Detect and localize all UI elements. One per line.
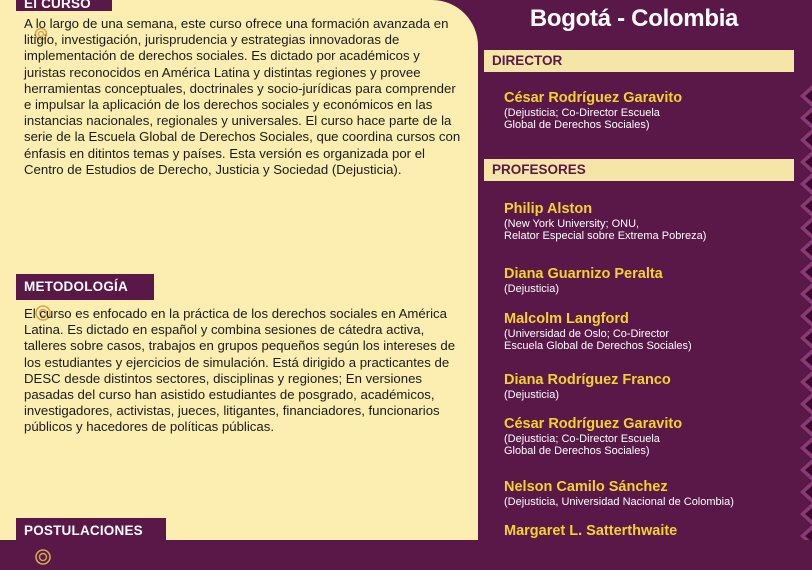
person-affiliation: (New York University; ONU, Relator Especial sobre Extrema Pobreza) [504,218,707,243]
section-text-curso: A lo largo de una semana, este curso ofrece una formación avanzada en litigio, investigación, jurisprudencia y estrategias innovadoras de implementación de derechos sociales. Es dictado por académicos y juristas reconocidos en América Latina y distintas regiones y provee herramientas conceptuales, doctrinales y socio-jurídicas para comprender e impulsar la aplicación de los derechos sociales y económicos en las instancias nacionales, regionales y universales. El curso hace parte de la serie de la Escuela Global de Derechos Sociales, que coordina cursos con énfasis en ditintos temas y países. Esta versión es organizada por el Centro de Estudios de Derecho, Justicia y Sociedad (Dejusticia). [24,16,461,177]
section-text-metodologia: El curso es enfocado en la práctica de los derechos sociales en América Latina. Es dictado en español y combina sesiones de cátedra activa, talleres sobre casos, trabajos en grupos pequeños según los intereses de los estudiantes y ejercicios de simulación. Está dirigido a practicantes de DESC desde distintos sectores, disciplinas y regiones; En versiones pasadas del curso han asistido estudiantes de posgrado, académicos, investigadores, activistas, jueces, litigantes, financiadores, funcionarios públicos y hacedores de políticas públicas. [24,306,456,435]
person-affiliation: (Dejusticia; Co-Director Escuela Global de Derechos Sociales) [504,107,660,132]
section-title: El CURSO [24,0,91,11]
profesores-header: PROFESORES [484,159,794,181]
profesor-entry [504,523,784,540]
person-name: César Rodríguez Garavito [504,90,683,106]
person-affiliation: (Dejusticia; Co-Director Escuela Global de Derechos Sociales) [504,433,660,458]
profesor-entry [504,416,784,458]
section-header-curso [16,0,112,11]
director-header: DIRECTOR [484,50,794,72]
person-name: Diana Guarnizo Peralta [504,266,663,282]
decorative-border-pattern [796,85,812,540]
person-name: Diana Rodríguez Franco [504,372,671,388]
section-header-metodologia [16,274,154,300]
person-affiliation: (Dejusticia) [504,283,560,295]
profesor-entry [504,266,784,295]
person-affiliation: (Dejusticia, Universidad Nacional de Colombia) [504,496,734,508]
profesor-entry [504,201,784,243]
person-name: Nelson Camilo Sánchez [504,479,668,495]
section-title: POSTULACIONES [24,523,143,538]
person-name: César Rodríguez Garavito [504,416,683,432]
person-name: Philip Alston [504,201,593,217]
person-name: Margaret L. Satterthwaite [504,523,678,539]
person-affiliation: (Dejusticia) [504,389,560,401]
section-header-postulaciones [16,518,166,544]
city-title: Bogotá - Colombia [529,5,739,32]
director-entry [504,90,784,132]
profesor-entry [504,479,784,508]
profesor-entry [504,311,784,353]
person-affiliation: (Universidad de Oslo; Co-Director Escuela Global de Derechos Sociales) [504,328,692,353]
person-name: Malcolm Langford [504,311,629,327]
profesor-entry [504,372,784,401]
section-title: METODOLOGÍA [24,279,128,294]
ornament-icon [34,548,52,566]
